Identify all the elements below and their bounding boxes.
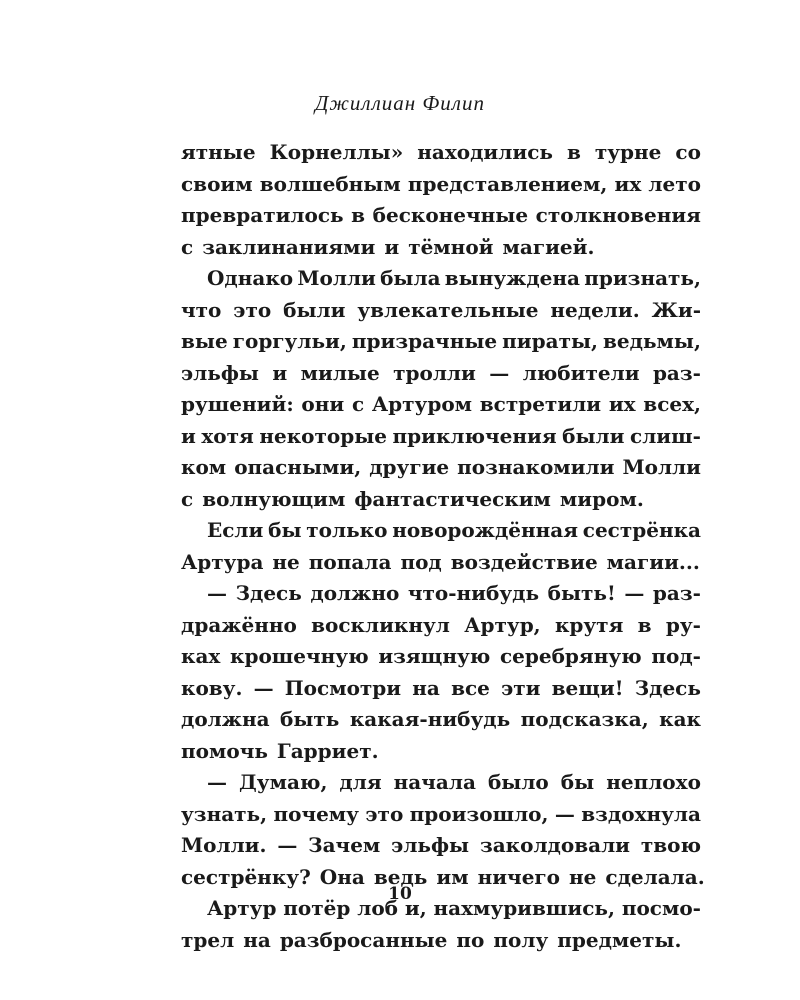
word: превратилось — [181, 203, 344, 227]
word: лето — [648, 171, 701, 196]
text-line — [181, 736, 701, 768]
word: заколдовали — [479, 833, 631, 857]
word: что-нибудь — [407, 581, 540, 605]
word: эльфы — [181, 360, 259, 385]
word: раз- — [652, 581, 701, 605]
word: по — [456, 927, 485, 952]
word: твою — [640, 833, 701, 857]
word: — — [207, 770, 227, 794]
word: начала — [393, 770, 476, 794]
text-line — [181, 421, 701, 453]
word: приключения — [392, 423, 557, 448]
word: подсказка, — [520, 707, 649, 731]
word: слиш- — [630, 423, 701, 448]
text-line — [181, 389, 701, 421]
word: попала — [308, 549, 392, 574]
word: предметы. — [557, 927, 682, 952]
word: и — [384, 234, 400, 259]
word: признать, — [584, 266, 701, 290]
word: нахмурившись, — [433, 896, 615, 920]
word: вздохнула — [581, 801, 701, 826]
word: — — [253, 675, 274, 700]
word: не — [272, 549, 300, 574]
text-line — [181, 484, 701, 516]
word: все — [451, 675, 490, 700]
word: бы — [560, 770, 595, 794]
word: серебряную — [499, 644, 642, 668]
word: увлекательные — [357, 297, 539, 322]
word: встретили — [479, 392, 602, 416]
text-line — [181, 232, 701, 264]
word: на — [412, 675, 440, 700]
word: с — [181, 486, 194, 511]
word: Молли. — [181, 833, 267, 857]
word: в — [566, 140, 581, 164]
text-line — [181, 547, 701, 579]
word: как — [659, 707, 701, 731]
word: неплохо — [606, 770, 701, 794]
word: милые — [300, 360, 380, 385]
word: пираты, — [502, 329, 598, 353]
word: на — [243, 927, 271, 952]
word: некоторые — [259, 423, 387, 448]
word: Если — [207, 518, 264, 542]
word: они — [301, 392, 345, 416]
word: для — [339, 770, 382, 794]
text-line — [181, 326, 701, 358]
word: своим — [181, 171, 253, 196]
word: фантастическим — [354, 486, 551, 511]
word: миром. — [559, 486, 644, 511]
word: Молли — [622, 455, 701, 479]
word: им — [436, 864, 469, 889]
word: посмо- — [621, 896, 701, 920]
word: что — [181, 297, 222, 322]
word: волшебным — [259, 171, 401, 196]
text-line — [181, 295, 701, 327]
word: была — [380, 266, 441, 290]
word: и — [272, 360, 288, 385]
word: с — [181, 234, 194, 259]
word: их — [614, 171, 642, 196]
word: недели. — [550, 297, 640, 322]
word: призрачные — [351, 329, 498, 353]
word: любители — [522, 360, 640, 385]
word: и, — [404, 896, 427, 920]
word: Артура — [181, 549, 264, 574]
text-line — [181, 169, 701, 201]
word: крошечную — [230, 644, 369, 668]
word: Здесь — [235, 581, 302, 605]
word: турне — [594, 140, 662, 164]
word: — — [554, 801, 575, 826]
word: ятные — [181, 140, 256, 164]
word: должно — [310, 581, 400, 605]
word: ках — [181, 644, 221, 668]
word: магии... — [606, 549, 700, 574]
text-line — [181, 641, 701, 673]
word: Молли — [297, 266, 376, 290]
word: находились — [417, 140, 553, 164]
word: тролли — [393, 360, 476, 385]
word: ру- — [665, 612, 701, 637]
word: представлением, — [407, 171, 608, 196]
word: Гарриет. — [276, 738, 379, 763]
text-line — [181, 830, 701, 862]
word: воздействие — [450, 549, 598, 574]
word: в — [351, 203, 366, 227]
word: новорождённая — [392, 518, 579, 542]
word: рушений: — [181, 392, 294, 416]
word: быть — [280, 707, 340, 731]
text-line — [181, 263, 701, 295]
word: сестрёнку? — [181, 864, 311, 889]
word: Жи- — [651, 297, 701, 322]
text-line — [181, 925, 701, 957]
word: произошло, — [409, 801, 549, 826]
word: ком — [181, 455, 227, 479]
word: в — [637, 612, 652, 637]
word: это — [233, 297, 272, 322]
word: трел — [181, 927, 235, 952]
word: помочь — [181, 738, 268, 763]
word: крутя — [554, 612, 624, 637]
word: бы — [268, 518, 302, 542]
word: дражённо — [181, 612, 297, 637]
text-line — [181, 452, 701, 484]
word: были — [283, 297, 346, 322]
word: не — [569, 864, 597, 889]
word: заклинаниями — [202, 234, 376, 259]
word: — — [489, 360, 510, 385]
word: Зачем — [308, 833, 381, 857]
word: — — [207, 581, 227, 605]
word: эти — [501, 675, 541, 700]
word: воскликнул — [311, 612, 450, 637]
word: раз- — [652, 360, 701, 385]
word: узнать, — [181, 801, 268, 826]
word: столкновения — [535, 203, 701, 227]
word: быть! — [547, 581, 616, 605]
word: было — [487, 770, 549, 794]
word: их — [608, 392, 636, 416]
word: только — [306, 518, 388, 542]
word: это — [365, 801, 404, 826]
word: Посмотри — [284, 675, 402, 700]
word: ведь — [373, 864, 428, 889]
word: всех, — [643, 392, 701, 416]
text-line — [181, 704, 701, 736]
word: хотя — [201, 423, 254, 448]
word: с — [351, 392, 365, 416]
word: почему — [273, 801, 359, 826]
word: ничего — [477, 864, 561, 889]
word: Артуром — [371, 392, 473, 416]
text-line — [181, 767, 701, 799]
word: кову. — [181, 675, 243, 700]
word: тёмной — [408, 234, 494, 259]
body-text — [181, 137, 705, 956]
word: под — [400, 549, 442, 574]
word: под- — [651, 644, 701, 668]
word: Корнеллы» — [269, 140, 404, 164]
word: Она — [319, 864, 365, 889]
text-line — [181, 358, 701, 390]
word: со — [675, 140, 701, 164]
word: были — [562, 423, 625, 448]
word: должна — [181, 707, 270, 731]
word: изящную — [378, 644, 491, 668]
text-line — [181, 578, 701, 610]
word: вынуждена — [444, 266, 580, 290]
word: познакомили — [457, 455, 615, 479]
text-line — [181, 799, 701, 831]
text-line — [181, 673, 701, 705]
word: Артур, — [464, 612, 541, 637]
word: и — [181, 423, 196, 448]
word: волнующим — [202, 486, 346, 511]
word: лоб — [357, 896, 399, 920]
word: разбросанные — [279, 927, 448, 952]
word: сестрёнка — [582, 518, 701, 542]
word: — — [624, 581, 645, 605]
word: сделала. — [605, 864, 705, 889]
word: — — [277, 833, 298, 857]
running-header-author: Джиллиан Филип — [315, 91, 485, 115]
word: Здесь — [634, 675, 701, 700]
word: Однако — [207, 266, 294, 290]
word: магией. — [502, 234, 595, 259]
word: потёр — [283, 896, 351, 920]
page-number: 10 — [388, 884, 412, 904]
word: Артур — [207, 896, 277, 920]
text-line — [181, 200, 701, 232]
text-line — [181, 515, 701, 547]
word: ведьмы, — [603, 329, 701, 353]
text-line — [181, 137, 701, 169]
word: вые — [181, 329, 228, 353]
text-line — [181, 610, 701, 642]
word: полу — [493, 927, 549, 952]
word: опасными, — [234, 455, 362, 479]
word: Думаю, — [239, 770, 328, 794]
word: вещи! — [551, 675, 624, 700]
word: эльфы — [391, 833, 470, 857]
word: другие — [369, 455, 450, 479]
word: какая-нибудь — [349, 707, 511, 731]
word: бесконечные — [372, 203, 529, 227]
word: горгульи, — [232, 329, 347, 353]
